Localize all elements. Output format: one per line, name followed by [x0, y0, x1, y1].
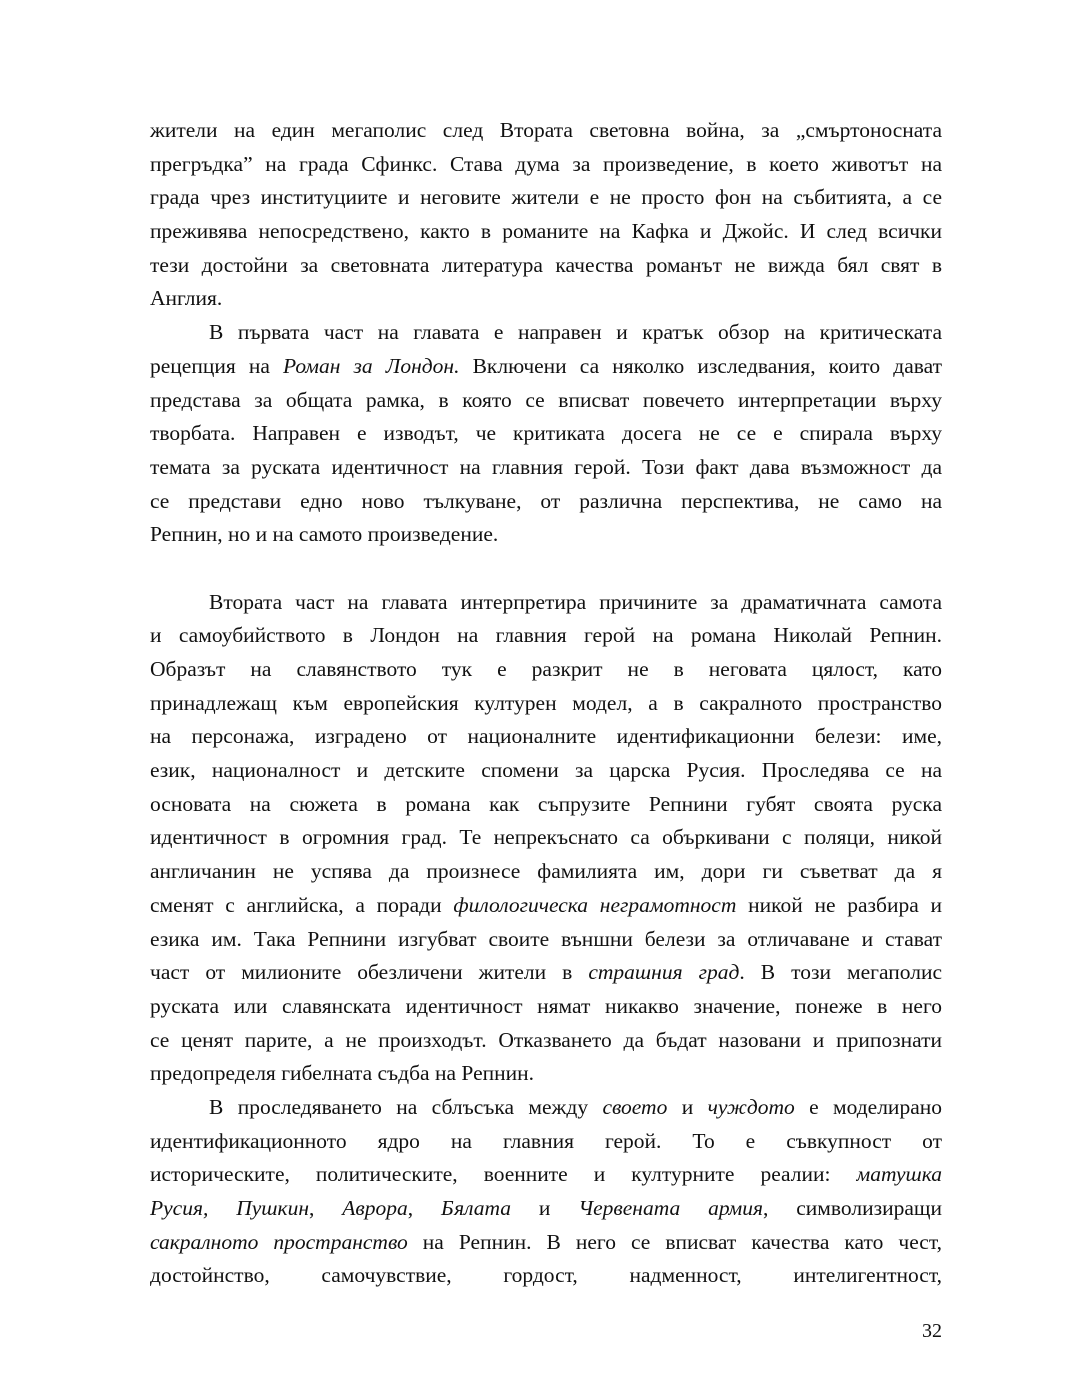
text-line [150, 956, 942, 990]
text-line [150, 1259, 942, 1293]
text-line [150, 384, 942, 418]
text-segment: и [667, 1094, 708, 1119]
text-segment: достойнство, самочувствие, гордост, надменност, интелигентност, [150, 1263, 942, 1288]
text-segment: идентичност в огромния град. Те непрекъснато са объркивани с поляци, никой [150, 825, 942, 850]
italic-text: своето [602, 1094, 668, 1119]
text-segment: се ценят парите, а не произходът. Отказването да бъдат назовани и припознати [150, 1027, 942, 1052]
text-segment: е моделирано [794, 1094, 942, 1119]
text-segment: прегръдка” на града Сфинкс. Става дума за произведение, в което животът на [150, 151, 942, 176]
text-line [150, 1091, 942, 1125]
text-segment: и самоубийството в Лондон на главния герой на романа Николай Репнин. [150, 623, 942, 648]
text-line [150, 451, 942, 485]
text-line [150, 282, 942, 316]
text-line [150, 586, 942, 620]
text-segment: основата на сюжета в романа как съпрузите Репнини губят своята руска [150, 791, 942, 816]
text-line [150, 114, 942, 148]
text-segment: , [308, 1196, 343, 1220]
text-segment: , [407, 1196, 441, 1220]
text-segment: част от милионите обезличени жители в [150, 960, 589, 985]
text-segment: руската или славянската идентичност нямат никакво значение, понеже в него [150, 993, 942, 1018]
text-segment: . В този мегаполис [739, 960, 942, 985]
text-line [150, 1192, 942, 1226]
italic-text: Аврора [342, 1196, 408, 1220]
paragraph [150, 586, 942, 1091]
text-segment: принадлежащ към европейския културен модел, а в сакралното пространство [150, 690, 942, 715]
page-number: 32 [922, 1320, 942, 1342]
italic-text: филологическа неграмотност [453, 892, 737, 917]
paragraph [150, 316, 942, 552]
text-segment: сменят с английска, а поради [150, 892, 454, 917]
text-segment: Образът на славянството тук е разкрит не в неговата цялост, като [150, 657, 942, 681]
text-segment: Включени са няколко изследвания, които дават [459, 353, 942, 378]
text-segment: никой не разбира и [736, 892, 942, 917]
text-segment: предопределя гибелната съдба на Репнин. [150, 1061, 535, 1086]
text-segment: езика им. Така Репнини изгубват своите външни белези за отличаване и стават [150, 926, 942, 951]
text-line [150, 1125, 942, 1159]
text-segment: Репнин, но и на самото произведение. [150, 522, 499, 547]
text-line [150, 923, 942, 957]
text-line [150, 1158, 942, 1192]
text-segment: творбата. Направен е изводът, че критиката досега не се е спирала върху [150, 421, 942, 446]
text-line [150, 754, 942, 788]
text-segment: представа за общата рамка, в която се вписват повечето интерпретации върху [150, 387, 942, 412]
text-segment: на Репнин. В него се вписват качества като чест, [407, 1229, 942, 1254]
italic-text: Русия, Пушкин [150, 1196, 309, 1220]
text-segment: жители на един мегаполис след Втората световна война, за „смъртоносната [150, 118, 942, 142]
text-segment: В първата част на главата е направен и кратък обзор на критическата [209, 320, 942, 345]
text-line [150, 855, 942, 889]
text-line [150, 485, 942, 519]
text-line [150, 653, 942, 687]
text-segment: рецепция на [150, 353, 284, 378]
text-segment: се представи едно ново тълкуване, от различна перспектива, не само на [150, 488, 942, 513]
text-line [150, 889, 942, 923]
text-segment: , символизиращи [763, 1196, 942, 1220]
italic-text: Червената армия [578, 1196, 764, 1220]
text-line [150, 417, 942, 451]
text-segment: език, националност и детските спомени за царска Русия. Проследява се на [150, 758, 942, 783]
text-line [150, 249, 942, 283]
text-segment: града чрез институциите и неговите жители е не просто фон на събитията, а се [150, 185, 942, 210]
italic-text: Бялата [440, 1196, 512, 1220]
paragraph [150, 114, 942, 316]
text-segment: Англия. [150, 286, 223, 311]
page-body [150, 114, 942, 1293]
text-line [150, 619, 942, 653]
text-line [150, 788, 942, 822]
text-segment: историческите, политическите, военните и културните реалии: [150, 1162, 857, 1187]
text-line [150, 821, 942, 855]
text-segment: В проследяването на сблъсъка между [209, 1094, 603, 1119]
text-segment: Втората част на главата интерпретира причините за драматичната самота [209, 589, 942, 614]
text-line [150, 1024, 942, 1058]
italic-text: сакралното пространство [150, 1229, 408, 1254]
text-line [150, 518, 942, 552]
text-line [150, 148, 942, 182]
italic-text: чуждото [707, 1094, 795, 1119]
paragraph [150, 1091, 942, 1293]
text-segment: преживява непосредствено, както в романите на Кафка и Джойс. И след всички [150, 219, 942, 244]
text-line [150, 350, 942, 384]
text-line [150, 316, 942, 350]
text-line [150, 215, 942, 249]
italic-text: матушка [856, 1162, 942, 1187]
text-segment: идентификационното ядро на главния герой. То е съвкупност от [150, 1128, 942, 1153]
italic-text: Роман за Лондон. [283, 353, 460, 378]
text-segment: на персонажа, изградено от националните идентификационни белези: име, [150, 724, 942, 749]
text-line [150, 1057, 942, 1091]
text-segment: темата за руската идентичност на главния герой. Този факт дава възможност да [150, 454, 942, 479]
text-segment: англичанин не успява да произнесе фамилията им, дори ги съветват да я [150, 859, 942, 884]
text-segment: и [511, 1196, 579, 1220]
text-line [150, 990, 942, 1024]
text-line [150, 1226, 942, 1260]
paragraph-gap [150, 552, 942, 586]
text-segment: тези достойни за световната литература качества романът не вижда бял свят в [150, 252, 942, 277]
italic-text: страшния град [588, 960, 740, 985]
text-line [150, 687, 942, 721]
text-line [150, 720, 942, 754]
text-line [150, 181, 942, 215]
